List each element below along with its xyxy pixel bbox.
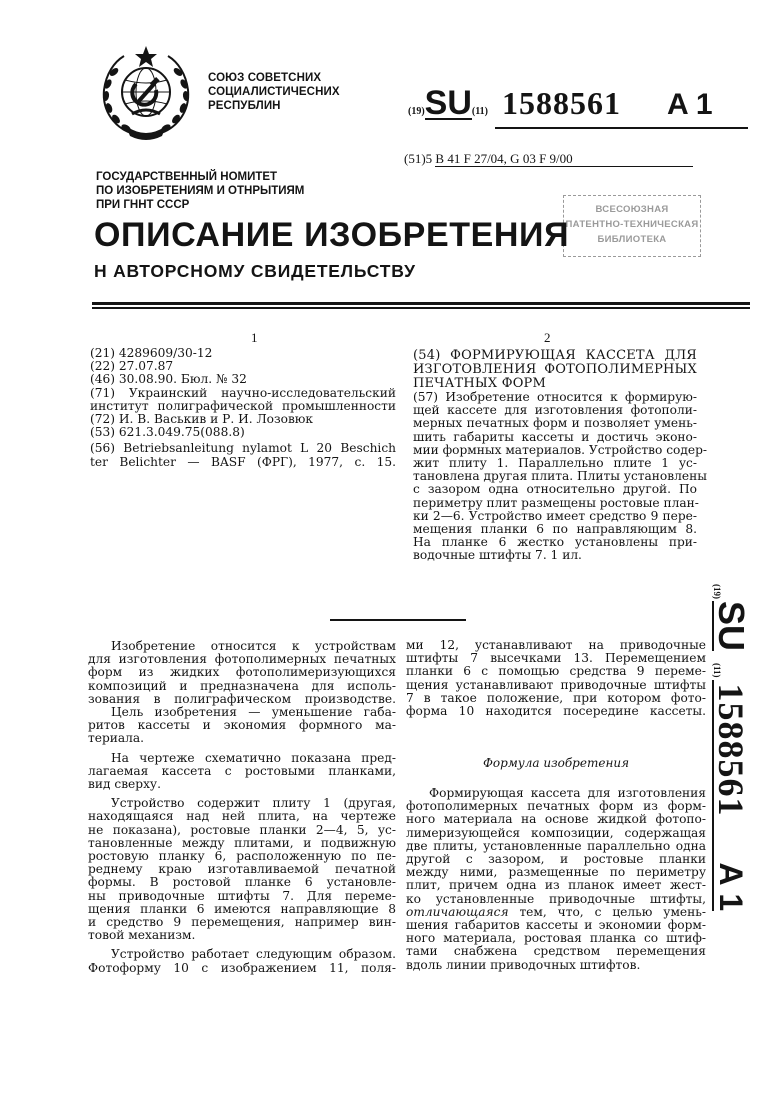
ipc-classification (404, 151, 693, 167)
title-line: (54) ФОРМИРУЮЩАЯ КАССЕТА ДЛЯ (413, 349, 697, 363)
biblio-line: (72) И. В. Васькив и Р. И. Лозовюк (90, 413, 396, 426)
header-rule (92, 302, 750, 305)
claim-line: ного материала, ростовая планка со штиф- (406, 932, 706, 945)
claim-line: шения габаритов кассеты и экономии форм- (406, 919, 706, 932)
description-right-column (406, 639, 706, 718)
side-kind-code: A 1 (712, 841, 748, 912)
number-label: (11) (472, 106, 488, 117)
description-line: для изготовления фотополимерных печатных (88, 653, 396, 666)
description-line: ми 12, устанавливают на приводочные (406, 639, 706, 652)
description-line: тановленные между плитами, и подвижную (88, 837, 396, 850)
side-patent-number: 1588561 (712, 680, 748, 841)
abstract-line: шить габариты кассеты и достичь эконо- (413, 431, 697, 444)
committee-line: ГОСУДАРСТВЕННЫЙ НОМИТЕТ (96, 170, 304, 184)
description-line: Устройство содержит плиту 1 (другая, (88, 797, 396, 810)
library-stamp (563, 195, 701, 257)
side-country-code-label: (19) (712, 584, 722, 599)
abstract-line: водочные штифты 7. 1 ил. (413, 549, 697, 562)
description-line: вид сверху. (88, 778, 396, 791)
claim-line: Формирующая кассета для изготовления (406, 787, 706, 800)
description-line: 7 в такое положение, при котором фото- (406, 692, 706, 705)
ipc-codes: B 41 F 27/04, G 03 F 9/00 (435, 151, 692, 167)
biblio-line: (56) Betriebsanleitung nylamot L 20 Beschich (90, 442, 396, 455)
description-line: Цель изобретения — уменьшение габа- (88, 706, 396, 719)
column-number: 2 (544, 330, 551, 346)
claim-line: ного материала на основе жидкой фотопо- (406, 813, 706, 826)
abstract-line: с зазором одна относительно другой. По (413, 483, 697, 496)
claims-emphasis: отличающаяся (406, 905, 509, 919)
description-line: и средство 9 перемещения, например вин- (88, 916, 396, 929)
description-line: ритов кассеты и экономия формного ма- (88, 719, 396, 732)
publication-number (408, 88, 728, 128)
document-title: ОПИСАНИЕ ИЗОБРЕТЕНИЯ (94, 215, 569, 255)
claim-line: вдоль линии приводочных штифтов. (406, 959, 706, 972)
description-line: Устройство работает следующим образом. (88, 948, 396, 961)
biblio-line: (53) 621.3.049.75(088.8) (90, 426, 396, 439)
abstract-line: периметру плит размещены ростовые план- (413, 497, 697, 510)
description-line: реднему краю изготавливаемой печатной (88, 863, 396, 876)
biblio-line: ter Belichter — BASF (ФРГ), 1977, с. 15. (90, 456, 396, 469)
abstract-line: ки 2—6. Устройство имеет средство 9 пере- (413, 510, 697, 523)
description-line: планки 6 с помощью средства 9 переме- (406, 665, 706, 678)
union-name (208, 71, 340, 113)
description-line: ростовую планку 6, расположенную по пе- (88, 850, 396, 863)
stamp-line: БИБЛИОТЕКА (564, 232, 700, 247)
invention-title (413, 349, 697, 391)
biblio-line: (71) Украинский научно-исследовательский (90, 387, 396, 400)
description-line: зования в полиграфическом производстве. (88, 693, 396, 706)
ussr-emblem-icon (96, 44, 196, 144)
patent-number: 1588561 (502, 85, 621, 121)
biblio-line: институт полиграфической промышленности (90, 400, 396, 413)
union-line: СОЮЗ СОВЕТСНИХ (208, 71, 340, 85)
description-line: На чертеже схематично показана пред- (88, 752, 396, 765)
stamp-line: ВСЕСОЮЗНАЯ (564, 202, 700, 217)
stamp-line: ПАТЕНТНО-ТЕХНИЧЕСКАЯ (564, 217, 700, 232)
description-line: форм из жидких фотополимеризующихся (88, 666, 396, 679)
description-line: щения устанавливают приводочные штифты (406, 679, 706, 692)
abstract-line: На планке 6 жестко установлены при- (413, 536, 697, 549)
committee-line: ПО ИЗОБРЕТЕНИЯМ И ОТНРЫТИЯМ (96, 184, 304, 198)
abstract-line: мии формных материалов. Устройство содер- (413, 444, 697, 457)
title-and-abstract (413, 349, 697, 563)
claim-line: плит, причем одна из планок имеет жест- (406, 879, 706, 892)
number-underline (495, 127, 748, 129)
description-line: лагаемая кассета с ростовыми планками, (88, 765, 396, 778)
bibliographic-data (90, 347, 396, 469)
description-line: Фотоформу 10 с изображением 11, поля- (88, 962, 396, 975)
abstract-line: щей кассете для изготовления фотополи- (413, 404, 697, 417)
description-line: штифты 7 высечками 13. Перемещением (406, 652, 706, 665)
claim-line: тами снабжена средством перемещения (406, 945, 706, 958)
side-country-code: SU (712, 601, 748, 651)
description-line: формы. В ростовой планке 6 установле- (88, 876, 396, 889)
description-line: ны приводочные штифты 7. Для переме- (88, 890, 396, 903)
country-code: SU (425, 88, 472, 120)
claim-line: лимеризующейся композиции, содержащая (406, 827, 706, 840)
column-number: 1 (251, 330, 258, 346)
abstract (413, 391, 697, 563)
abstract-line: мерных печатных форм и позволяет умень- (413, 417, 697, 430)
description-line: находящаяся над ней плита, на чертеже (88, 810, 396, 823)
claim-line: между ними, размещенные по периметру (406, 866, 706, 879)
description-line: композиций и предназначена для исполь- (88, 680, 396, 693)
claim-line: ко установленные приводочные штифты, (406, 893, 706, 906)
description-line: форма 10 находится посередине кассеты. (406, 705, 706, 718)
committee-line: ПРИ ГННТ СССР (96, 198, 304, 212)
committee-name (96, 170, 304, 212)
claims-heading: Формула изобретения (406, 756, 706, 770)
title-line: ПЕЧАТНЫХ ФОРМ (413, 377, 697, 391)
country-code-label: (19) (408, 106, 425, 117)
biblio-line: (22) 27.07.87 (90, 360, 396, 373)
description-line: не показана), ростовые планки 2—4, 5, ус- (88, 824, 396, 837)
abstract-line: мещения планки 6 по направляющим 8. (413, 523, 697, 536)
ipc-label: (51)5 (404, 151, 432, 166)
abstract-line: жит плиту 1. Параллельно плите 1 ус- (413, 457, 697, 470)
description-left-column (88, 640, 396, 975)
title-line: ИЗГОТОВЛЕНИЯ ФОТОПОЛИМЕРНЫХ (413, 363, 697, 377)
header-rule (92, 307, 750, 309)
claim-line: фотополимерных печатных форм из форм- (406, 800, 706, 813)
claim-line: две плиты, установленные параллельно одна (406, 840, 706, 853)
biblio-line: (46) 30.08.90. Бюл. № 32 (90, 373, 396, 386)
abstract-line: (57) Изобретение относится к формирую- (413, 391, 697, 404)
abstract-line: тановлена другая плита. Плиты установлены (413, 470, 697, 483)
document-subtitle: Н АВТОРСНОМУ СВИДЕТЕЛЬСТВУ (94, 261, 416, 281)
claim-line: тем, что, с целью умень- (519, 905, 706, 919)
side-number-label: (11) (712, 663, 722, 678)
biblio-line: (21) 4289609/30-12 (90, 347, 396, 360)
claims (406, 787, 706, 972)
description-line: Изобретение относится к устройствам (88, 640, 396, 653)
union-line: РЕСПУБЛИН (208, 99, 340, 113)
claim-line: другой с зазором, и ростовые планки (406, 853, 706, 866)
description-line: товой механизм. (88, 929, 396, 942)
side-publication-number (712, 584, 762, 904)
description-line: щения планки 6 имеются направляющие 8 (88, 903, 396, 916)
union-line: СОЦИАЛИСТИЧЕСНИХ (208, 85, 340, 99)
description-line: териала. (88, 732, 396, 745)
kind-code: A 1 (667, 88, 713, 121)
section-divider (330, 619, 466, 621)
